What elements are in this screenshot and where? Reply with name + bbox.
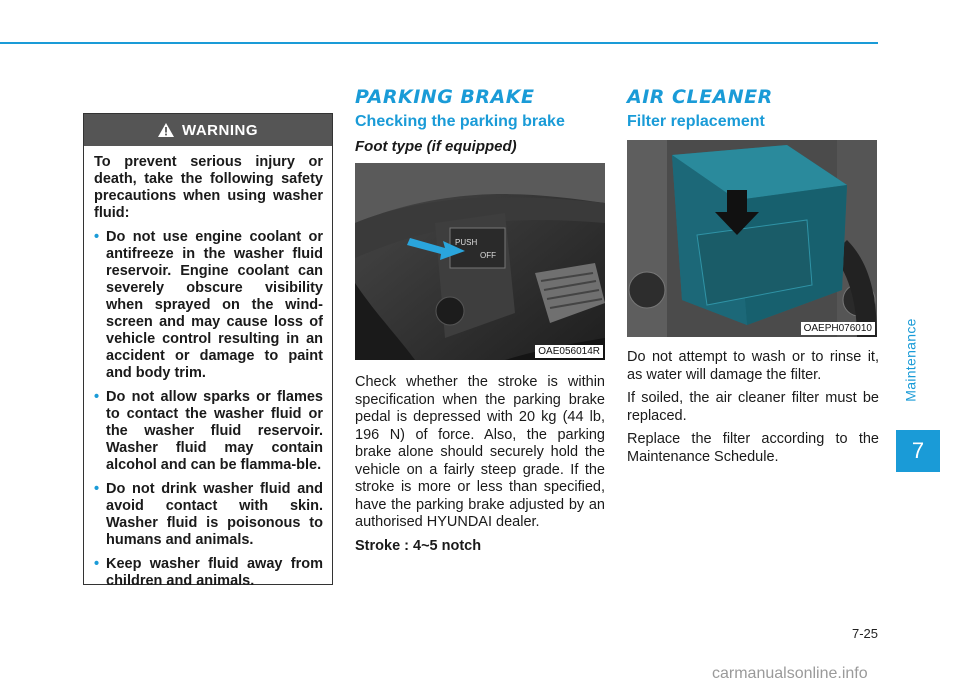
air-cleaner-figure-code: OAEPH076010 bbox=[801, 322, 875, 335]
warning-item: • Do not drink washer fluid and avoid contact with skin. Washer fluid is poisonous to humans and animals. bbox=[94, 481, 323, 548]
bullet-icon: • bbox=[94, 481, 100, 497]
warning-triangle-icon bbox=[158, 123, 174, 137]
parking-brake-stroke: Stroke : 4~5 notch bbox=[355, 537, 482, 554]
air-cleaner-figure bbox=[627, 140, 877, 337]
header-rule bbox=[0, 42, 878, 44]
parking-brake-subtitle: Checking the parking brake bbox=[355, 113, 565, 130]
warning-item: • Do not use engine coolant or antifreeze in the washer fluid reservoir. Engine coolant can severely obscure visibility when sprayed on the wind-screen and may cause loss of vehicle control resulting in an accident or damage to paint and body trim. bbox=[94, 229, 323, 381]
push-label: PUSH bbox=[455, 238, 478, 247]
air-cleaner-column bbox=[627, 86, 879, 472]
warning-list bbox=[94, 229, 323, 590]
parking-brake-figure bbox=[355, 163, 605, 360]
off-label: OFF bbox=[480, 251, 496, 260]
air-cleaner-illustration bbox=[627, 140, 877, 337]
air-cleaner-paragraph: Replace the filter according to the Maintenance Schedule. bbox=[627, 431, 879, 465]
chapter-side-label: Maintenance bbox=[903, 318, 919, 402]
bullet-icon: • bbox=[94, 556, 100, 572]
air-cleaner-paragraph: If soiled, the air cleaner filter must be replaced. bbox=[627, 390, 879, 424]
warning-body bbox=[84, 146, 332, 590]
air-cleaner-title: AIR CLEANER bbox=[627, 86, 773, 108]
parking-brake-title: PARKING BRAKE bbox=[355, 86, 535, 108]
parking-brake-variant: Foot type (if equipped) bbox=[355, 138, 517, 155]
warning-heading: WARNING bbox=[182, 121, 258, 139]
parking-brake-column bbox=[355, 86, 605, 561]
bullet-icon: • bbox=[94, 389, 100, 405]
parking-brake-figure-code: OAE056014R bbox=[535, 345, 603, 358]
warning-box bbox=[83, 113, 333, 589]
warning-item: • Keep washer fluid away from children and animals. bbox=[94, 556, 323, 589]
parking-brake-illustration bbox=[355, 163, 605, 360]
parking-brake-body: Check whether the stroke is within specification when the parking brake pedal is depressed with 20 kg (44 lb, 196 N) of force. Also, the parking brake alone should securely hold the vehicle on a fairly steep grade. If the stroke is more or less than specified, have the parking brake adjusted by an authorised HYUNDAI dealer. bbox=[355, 374, 605, 530]
air-cleaner-paragraph: Do not attempt to wash or to rinse it, as water will damage the filter. bbox=[627, 349, 879, 383]
warning-item: • Do not allow sparks or flames to contact the washer fluid or the washer fluid reservoir. Washer fluid may contain alcohol and can be flamma-ble. bbox=[94, 389, 323, 473]
air-cleaner-subtitle: Filter replacement bbox=[627, 113, 765, 130]
warning-intro: To prevent serious injury or death, take the following safety precautions when using washer fluid: bbox=[94, 154, 323, 221]
watermark: carmanualsonline.info bbox=[712, 665, 868, 682]
page-number: 7-25 bbox=[851, 626, 878, 641]
chapter-number-tab: 7 bbox=[896, 430, 940, 472]
bullet-icon: • bbox=[94, 229, 100, 245]
warning-header bbox=[84, 114, 332, 146]
